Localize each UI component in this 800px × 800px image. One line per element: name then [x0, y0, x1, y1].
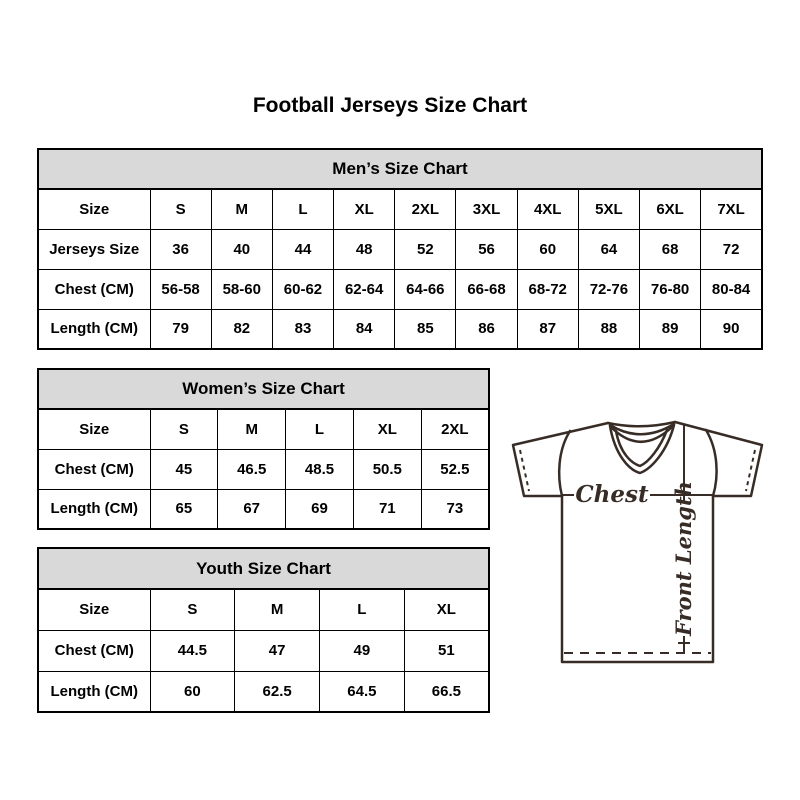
size-value-cell: S [150, 189, 211, 229]
size-value-cell: 65 [150, 489, 218, 529]
table-title: Men’s Size Chart [38, 149, 762, 189]
size-value-cell: 62.5 [235, 671, 320, 712]
table-row [38, 449, 489, 489]
row-label-cell: Size [38, 409, 150, 449]
row-label-cell: Length (CM) [38, 489, 150, 529]
size-value-cell: 58-60 [211, 269, 272, 309]
size-value-cell: 69 [286, 489, 354, 529]
size-value-cell: 2XL [395, 189, 456, 229]
size-value-cell: 84 [334, 309, 395, 349]
size-value-cell: 49 [320, 630, 405, 671]
size-value-cell: 44 [272, 229, 333, 269]
table-title: Women’s Size Chart [38, 369, 489, 409]
row-label-cell: Length (CM) [38, 309, 150, 349]
row-label-cell: Size [38, 589, 150, 630]
size-value-cell: M [211, 189, 272, 229]
size-value-cell: 86 [456, 309, 517, 349]
size-value-cell: 62-64 [334, 269, 395, 309]
size-value-cell: 48.5 [286, 449, 354, 489]
size-value-cell: 82 [211, 309, 272, 349]
size-value-cell: 64.5 [320, 671, 405, 712]
size-value-cell: 79 [150, 309, 211, 349]
size-value-cell: 80-84 [701, 269, 762, 309]
size-value-cell: 45 [150, 449, 218, 489]
row-label-cell: Chest (CM) [38, 449, 150, 489]
size-value-cell: 48 [334, 229, 395, 269]
size-value-cell: 87 [517, 309, 578, 349]
size-value-cell: 68-72 [517, 269, 578, 309]
size-value-cell: M [235, 589, 320, 630]
table-row [38, 189, 762, 229]
size-value-cell: 89 [640, 309, 701, 349]
shirt-outline [513, 422, 762, 662]
size-value-cell: 5XL [578, 189, 639, 229]
size-value-cell: 72-76 [578, 269, 639, 309]
table-title: Youth Size Chart [38, 548, 489, 589]
size-value-cell: 76-80 [640, 269, 701, 309]
table-row [38, 409, 489, 449]
row-label-cell: Size [38, 189, 150, 229]
size-value-cell: 68 [640, 229, 701, 269]
size-value-cell: L [272, 189, 333, 229]
women-size-table [37, 368, 490, 530]
size-value-cell: 52 [395, 229, 456, 269]
size-value-cell: 64 [578, 229, 639, 269]
size-value-cell: 47 [235, 630, 320, 671]
table-row [38, 229, 762, 269]
table-row [38, 309, 762, 349]
size-value-cell: 46.5 [218, 449, 286, 489]
size-value-cell: 73 [421, 489, 489, 529]
size-value-cell: 85 [395, 309, 456, 349]
size-value-cell: 6XL [640, 189, 701, 229]
size-value-cell: 64-66 [395, 269, 456, 309]
table-row [38, 671, 489, 712]
size-value-cell: L [286, 409, 354, 449]
row-label-cell: Length (CM) [38, 671, 150, 712]
size-value-cell: 72 [701, 229, 762, 269]
size-value-cell: 56-58 [150, 269, 211, 309]
front-length-label: Front Length [671, 481, 696, 636]
table-row [38, 589, 489, 630]
size-value-cell: S [150, 409, 218, 449]
size-value-cell: 4XL [517, 189, 578, 229]
table-row [38, 489, 489, 529]
row-label-cell: Chest (CM) [38, 630, 150, 671]
size-value-cell: 90 [701, 309, 762, 349]
size-value-cell: 60-62 [272, 269, 333, 309]
size-value-cell: S [150, 589, 235, 630]
table-row [38, 630, 489, 671]
row-label-cell: Jerseys Size [38, 229, 150, 269]
size-value-cell: 60 [150, 671, 235, 712]
size-value-cell: 60 [517, 229, 578, 269]
size-value-cell: 66.5 [404, 671, 489, 712]
size-value-cell: XL [353, 409, 421, 449]
size-value-cell: 67 [218, 489, 286, 529]
size-value-cell: 88 [578, 309, 639, 349]
jersey-measurement-diagram [500, 400, 770, 680]
chest-label: Chest [575, 481, 649, 508]
size-value-cell: 2XL [421, 409, 489, 449]
size-value-cell: 52.5 [421, 449, 489, 489]
page-title: Football Jerseys Size Chart [252, 94, 528, 117]
size-value-cell: 71 [353, 489, 421, 529]
size-value-cell: 36 [150, 229, 211, 269]
size-value-cell: M [218, 409, 286, 449]
size-value-cell: L [320, 589, 405, 630]
size-value-cell: 44.5 [150, 630, 235, 671]
size-value-cell: XL [404, 589, 489, 630]
youth-size-table [37, 547, 490, 713]
size-value-cell: 66-68 [456, 269, 517, 309]
size-value-cell: XL [334, 189, 395, 229]
men-size-table [37, 148, 763, 350]
size-value-cell: 51 [404, 630, 489, 671]
size-value-cell: 3XL [456, 189, 517, 229]
table-row [38, 269, 762, 309]
size-value-cell: 50.5 [353, 449, 421, 489]
size-value-cell: 7XL [701, 189, 762, 229]
size-value-cell: 83 [272, 309, 333, 349]
size-value-cell: 40 [211, 229, 272, 269]
size-value-cell: 56 [456, 229, 517, 269]
row-label-cell: Chest (CM) [38, 269, 150, 309]
